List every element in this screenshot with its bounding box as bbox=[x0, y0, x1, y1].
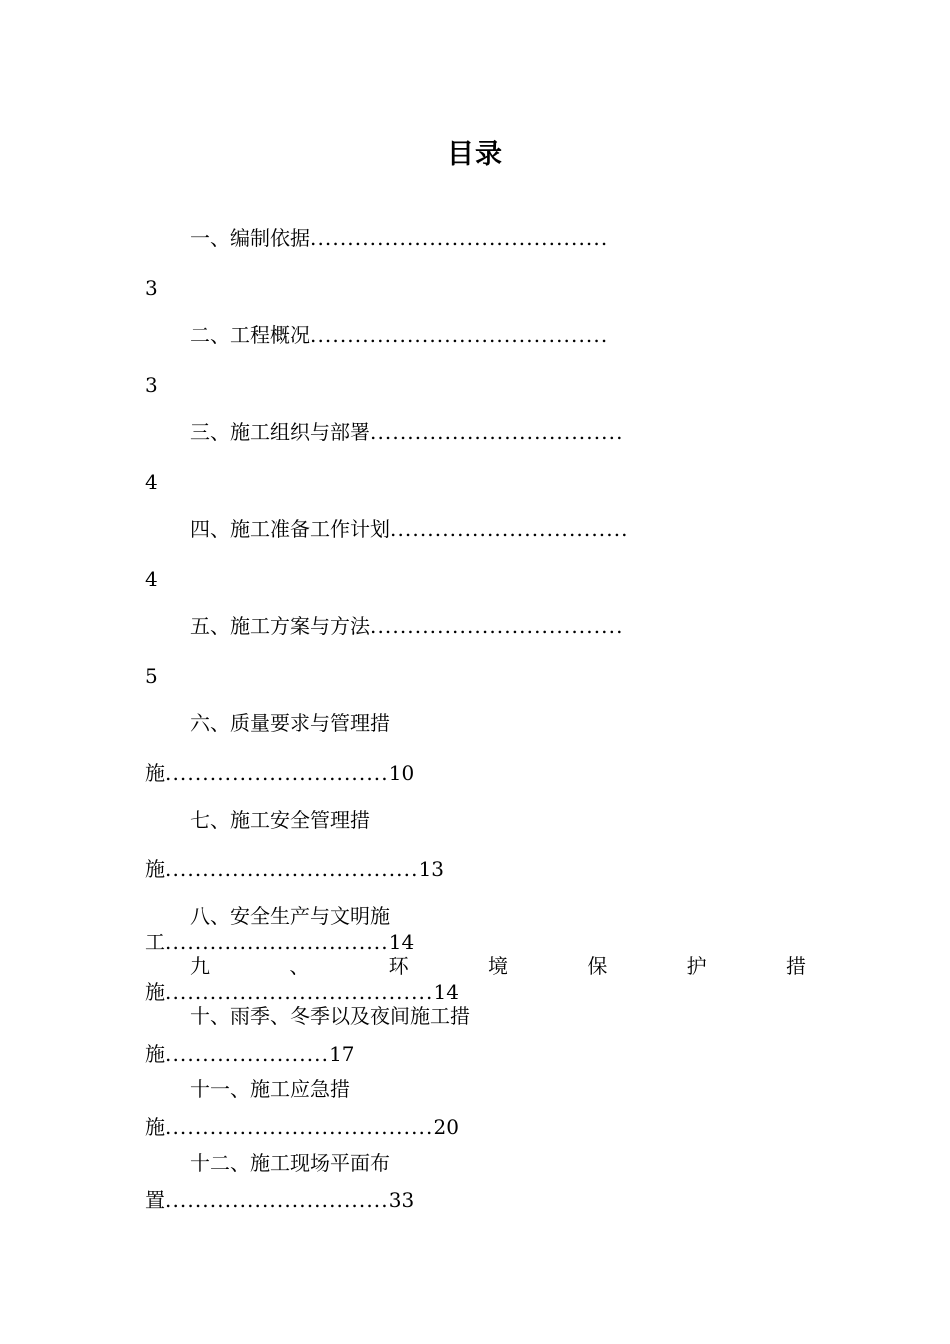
toc-entry-text: 十、雨季、冬季以及夜间施工措 bbox=[190, 1004, 470, 1028]
toc-page-number: 17 bbox=[329, 1042, 355, 1066]
toc-entry-text: 八、安全生产与文明施 bbox=[190, 904, 390, 928]
toc-page-number: 10 bbox=[388, 761, 415, 785]
toc-entry-4-page: 4 bbox=[145, 567, 158, 591]
toc-leader-dots: ........................................ bbox=[310, 226, 609, 250]
toc-entry-char: 、 bbox=[289, 954, 310, 978]
toc-entry-8-cont[interactable] bbox=[145, 930, 414, 954]
toc-entry-text: 二、工程概况 bbox=[190, 323, 310, 347]
toc-entry-4[interactable] bbox=[190, 517, 629, 541]
toc-entry-7[interactable] bbox=[190, 808, 370, 832]
toc-page-number: 33 bbox=[388, 1188, 415, 1212]
toc-page-number: 14 bbox=[433, 980, 459, 1004]
toc-leader-dots: ...................... bbox=[165, 1042, 330, 1066]
toc-entry-9-cont[interactable] bbox=[145, 980, 459, 1004]
toc-entry-text: 施 bbox=[145, 1042, 165, 1066]
toc-entry-2-page: 3 bbox=[145, 373, 158, 397]
toc-entry-8[interactable] bbox=[190, 904, 390, 928]
toc-entry-7-cont[interactable] bbox=[145, 857, 444, 881]
toc-entry-10-cont[interactable] bbox=[145, 1042, 355, 1066]
toc-entry-char: 保 bbox=[587, 954, 608, 978]
toc-entry-text: 施 bbox=[145, 857, 165, 881]
toc-entry-5-page: 5 bbox=[145, 664, 158, 688]
toc-entry-text: 工 bbox=[145, 930, 165, 954]
toc-leader-dots: .................................... bbox=[165, 1115, 434, 1139]
toc-entry-text: 四、施工准备工作计划 bbox=[190, 517, 390, 541]
toc-entry-text: 十一、施工应急措 bbox=[190, 1077, 350, 1101]
toc-leader-dots: ........................................ bbox=[310, 323, 609, 347]
toc-entry-char: 环 bbox=[388, 954, 409, 978]
toc-entry-12[interactable] bbox=[190, 1151, 390, 1175]
toc-entry-6[interactable] bbox=[190, 711, 390, 735]
toc-entry-6-cont[interactable] bbox=[145, 761, 414, 785]
toc-entry-11[interactable] bbox=[190, 1077, 350, 1101]
toc-entry-text: 六、质量要求与管理措 bbox=[190, 711, 390, 735]
page-title: 目录 bbox=[447, 139, 503, 170]
toc-entry-text: 十二、施工现场平面布 bbox=[190, 1151, 390, 1175]
toc-entry-2[interactable] bbox=[190, 323, 608, 347]
toc-entry-text: 施 bbox=[145, 761, 165, 785]
toc-page-number: 14 bbox=[388, 930, 415, 954]
toc-entry-3-page: 4 bbox=[145, 470, 158, 494]
toc-entry-12-cont[interactable] bbox=[145, 1188, 414, 1212]
toc-entry-char: 措 bbox=[785, 954, 806, 978]
toc-entry-9[interactable] bbox=[190, 954, 806, 978]
toc-entry-3[interactable] bbox=[190, 420, 624, 444]
toc-entry-char: 护 bbox=[686, 954, 707, 978]
toc-entry-char: 九 bbox=[190, 954, 210, 978]
toc-entry-text: 五、施工方案与方法 bbox=[190, 614, 370, 638]
toc-entry-text: 一、编制依据 bbox=[190, 226, 310, 250]
toc-leader-dots: .................................. bbox=[370, 420, 624, 444]
toc-page-number: 13 bbox=[418, 857, 445, 881]
toc-entry-1-page: 3 bbox=[145, 276, 158, 300]
toc-entry-1[interactable] bbox=[190, 226, 608, 250]
toc-entry-11-cont[interactable] bbox=[145, 1115, 459, 1139]
toc-leader-dots: .............................. bbox=[165, 1188, 389, 1212]
toc-leader-dots: .............................. bbox=[165, 930, 389, 954]
toc-leader-dots: ................................ bbox=[390, 517, 629, 541]
toc-page-number: 20 bbox=[433, 1115, 459, 1139]
toc-entry-text: 施 bbox=[145, 980, 165, 1004]
toc-entry-10[interactable] bbox=[190, 1004, 470, 1028]
toc-leader-dots: .............................. bbox=[165, 761, 389, 785]
toc-entry-text: 七、施工安全管理措 bbox=[190, 808, 370, 832]
toc-leader-dots: .................................. bbox=[165, 857, 419, 881]
toc-entry-5[interactable] bbox=[190, 614, 624, 638]
toc-entry-char: 境 bbox=[487, 954, 508, 978]
toc-leader-dots: .................................... bbox=[165, 980, 434, 1004]
toc-entry-text: 施 bbox=[145, 1115, 165, 1139]
toc-entry-text: 置 bbox=[145, 1188, 165, 1212]
toc-leader-dots: .................................. bbox=[370, 614, 624, 638]
toc-entry-text: 三、施工组织与部署 bbox=[190, 420, 370, 444]
